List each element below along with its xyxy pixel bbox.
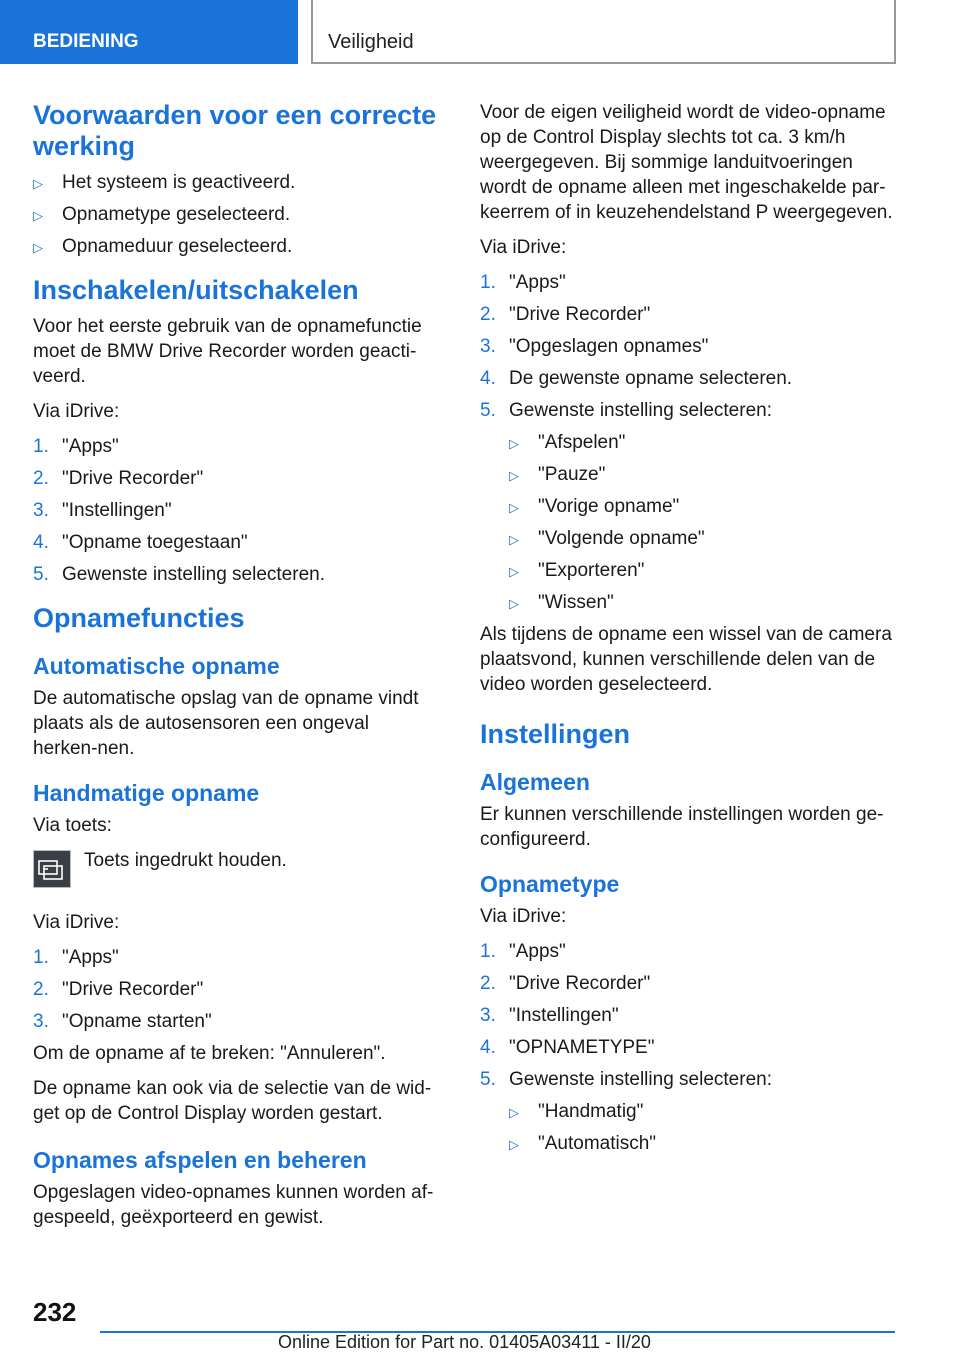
list-item: 3. "Instellingen"	[480, 1005, 619, 1026]
functions-heading: Opnamefuncties	[33, 603, 245, 633]
switching-heading: Inschakelen/uitschakelen	[33, 275, 359, 305]
manual-steps	[33, 945, 438, 1034]
playback-steps	[480, 270, 900, 615]
triangle-bullet-icon: ▷	[33, 208, 43, 223]
via-button-label: Via toets:	[33, 815, 112, 836]
list-item: 4. De gewenste opname selecteren.	[480, 368, 793, 389]
switching-steps	[33, 434, 438, 587]
via-idrive-label: Via iDrive:	[33, 912, 120, 933]
list-item: ▷ "Afspelen"	[509, 430, 900, 455]
edition-note: Online Edition for Part no. 01405A03411 - II/20	[278, 1332, 651, 1352]
camera-switch-text: Als tijdens de opname een wissel van de camera plaatsvond, kunnen verschillende delen van de video worden geselecteerd.	[480, 624, 892, 695]
list-item: 2. "Drive Recorder"	[33, 468, 204, 489]
widget-text: De opname kan ook via de selectie van de wid-get op de Control Display worden gestart.	[33, 1078, 432, 1124]
list-item: ▷ Opnametype geselecteerd.	[33, 202, 438, 227]
right-column	[480, 100, 900, 1163]
list-item: 3. "Opname starten"	[33, 1011, 212, 1032]
playback-heading: Opnames afspelen en beheren	[33, 1147, 367, 1173]
conditions-heading: Voorwaarden voor een correcte werking	[33, 100, 437, 161]
chapter-title: Veiligheid	[311, 0, 896, 64]
triangle-bullet-icon: ▷	[33, 176, 43, 191]
list-item: 4. "OPNAMETYPE"	[480, 1037, 655, 1058]
auto-recording-text: De automatische opslag van de opname vindt plaats als de autosensoren een ongeval herken-nen.	[33, 688, 419, 759]
list-item: 5. Gewenste instelling selecteren: ▷ "Afspelen" ▷ "Pauze" ▷ "Vorige opname" ▷ "Volgende opname" ▷ "Exporteren" ▷ "Wissen"	[480, 398, 900, 615]
list-item: 1. "Apps"	[33, 436, 119, 457]
list-item: ▷ "Exporteren"	[509, 558, 900, 583]
triangle-bullet-icon: ▷	[509, 564, 519, 579]
list-item: 5. Gewenste instelling selecteren: ▷ "Handmatig" ▷ "Automatisch"	[480, 1067, 900, 1156]
list-item: 3. "Instellingen"	[33, 500, 172, 521]
page-number: 232	[33, 1297, 77, 1327]
playback-text: Opgeslagen video-opnames kunnen worden af-gespeeld, geëxporteerd en gewist.	[33, 1182, 434, 1228]
triangle-bullet-icon: ▷	[509, 596, 519, 611]
list-item: 4. "Opname toegestaan"	[33, 532, 248, 553]
cancel-text: Om de opname af te breken: "Annuleren".	[33, 1043, 386, 1064]
sub-options	[509, 1099, 900, 1156]
via-idrive-label: Via iDrive:	[480, 237, 567, 258]
via-idrive-label: Via iDrive:	[33, 401, 120, 422]
list-item: 1. "Apps"	[480, 272, 566, 293]
list-item: ▷ "Pauze"	[509, 462, 900, 487]
list-item: 2. "Drive Recorder"	[480, 304, 651, 325]
settings-heading: Instellingen	[480, 719, 631, 749]
safety-text: Voor de eigen veiligheid wordt de video-opname op de Control Display slechts tot ca. 3 km/h weergegeven. Bij sommige landuitvoeringen wordt de opname alleen met ingeschakelde par-keerrem of in keuzehendelstand P weergegeven.	[480, 102, 893, 223]
manual-recording-heading: Handmatige opname	[33, 780, 260, 806]
list-item: ▷ Opnameduur geselecteerd.	[33, 234, 438, 259]
list-item: 1. "Apps"	[480, 941, 566, 962]
via-idrive-label: Via iDrive:	[480, 906, 567, 927]
triangle-bullet-icon: ▷	[509, 532, 519, 547]
recorder-button-icon	[33, 850, 71, 888]
triangle-bullet-icon: ▷	[509, 1137, 519, 1152]
switching-intro: Voor het eerste gebruik van de opnamefunctie moet de BMW Drive Recorder worden geacti-veerd.	[33, 316, 422, 387]
list-item: ▷ "Wissen"	[509, 590, 900, 615]
list-item: ▷ "Handmatig"	[509, 1099, 900, 1124]
list-item: 3. "Opgeslagen opnames"	[480, 336, 709, 357]
sub-options	[509, 430, 900, 615]
conditions-list	[33, 170, 438, 259]
triangle-bullet-icon: ▷	[33, 240, 43, 255]
list-item: 2. "Drive Recorder"	[33, 979, 204, 1000]
list-item: ▷ "Volgende opname"	[509, 526, 900, 551]
list-item: ▷ "Vorige opname"	[509, 494, 900, 519]
triangle-bullet-icon: ▷	[509, 468, 519, 483]
general-heading: Algemeen	[480, 769, 590, 795]
recording-type-heading: Opnametype	[480, 871, 620, 897]
triangle-bullet-icon: ▷	[509, 436, 519, 451]
section-tab: BEDIENING	[0, 0, 298, 64]
list-item: ▷ Het systeem is geactiveerd.	[33, 170, 438, 195]
triangle-bullet-icon: ▷	[509, 1105, 519, 1120]
list-item: 2. "Drive Recorder"	[480, 973, 651, 994]
auto-recording-heading: Automatische opname	[33, 653, 280, 679]
button-instruction-text: Toets ingedrukt houden.	[84, 850, 287, 871]
button-instruction	[33, 848, 438, 900]
triangle-bullet-icon: ▷	[509, 500, 519, 515]
left-column	[33, 100, 438, 1240]
list-item: ▷ "Automatisch"	[509, 1131, 900, 1156]
list-item: 5. Gewenste instelling selecteren.	[33, 564, 325, 585]
general-text: Er kunnen verschillende instellingen worden ge-configureerd.	[480, 804, 884, 850]
list-item: 1. "Apps"	[33, 947, 119, 968]
settings-steps	[480, 939, 900, 1156]
